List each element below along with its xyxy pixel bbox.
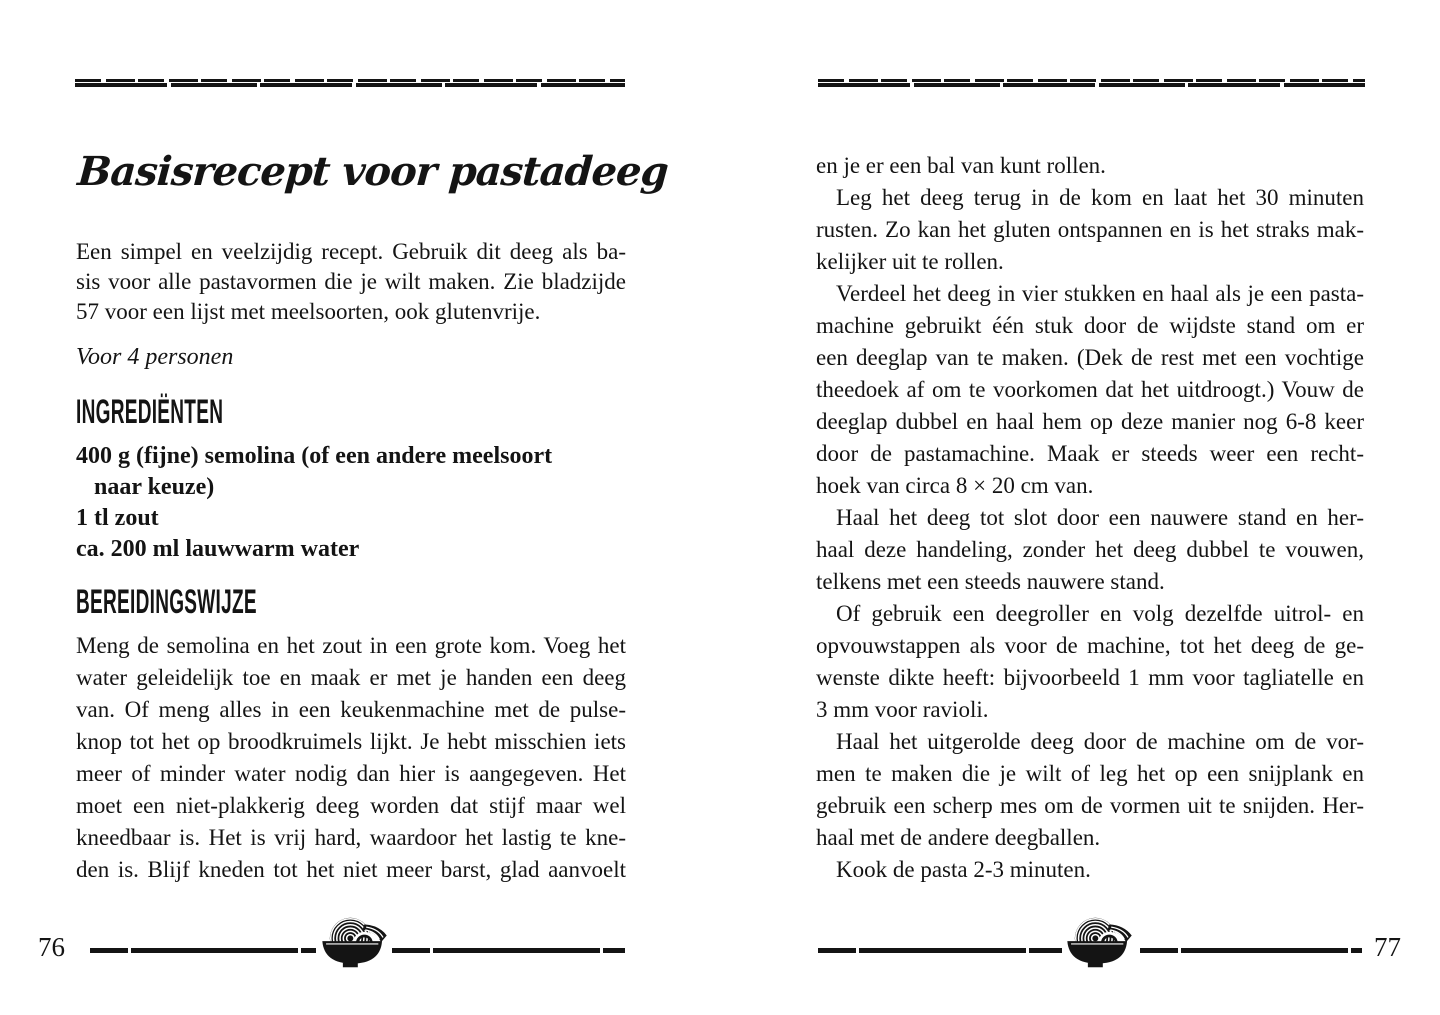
method-heading: BEREIDINGSWIJZE — [76, 583, 257, 621]
paragraph — [816, 502, 1364, 598]
text-line: moet een niet-plakkerig deeg worden dat stijf maar wel — [76, 793, 626, 818]
text-line: Kook de pasta 2-3 minuten. — [836, 857, 1091, 882]
text-line: 57 voor een lijst met meelsoorten, ook glutenvrije. — [76, 299, 541, 324]
page-right — [816, 0, 1364, 1015]
text-line: telkens met een steeds nauwere stand. — [816, 569, 1165, 594]
paragraph — [816, 598, 1364, 726]
pasta-bowl-icon — [317, 915, 393, 971]
text-line: van. Of meng alles in een keukenmachine met de pulse- — [76, 697, 626, 722]
text-line: Haal het deeg tot slot door een nauwere stand en her- — [836, 505, 1364, 530]
text-line: machine gebruikt één stuk door de wijdste stand om er — [816, 313, 1364, 338]
text-line: kelijker uit te rollen. — [816, 249, 1004, 274]
paragraph — [76, 237, 626, 327]
page-number-left: 76 — [38, 932, 65, 962]
text-line: den is. Blijf kneden tot het niet meer barst, glad aanvoelt — [76, 857, 626, 882]
text-line: Leg het deeg terug in de kom en laat het 30 minuten — [836, 185, 1364, 210]
text-line: hoek van circa 8 × 20 cm van. — [816, 473, 1094, 498]
text-line: Verdeel het deeg in vier stukken en haal als je een pasta- — [836, 281, 1364, 306]
ingredient-line: ca. 200 ml lauwwarm water — [76, 536, 360, 562]
text-line: en je er een bal van kunt rollen. — [816, 153, 1106, 178]
text-line: Of gebruik een deegroller en volg dezelfde uitrol- en — [836, 601, 1364, 626]
text-line: gebruik een scherp mes om de vormen uit te snijden. Her- — [816, 793, 1364, 818]
method-text — [76, 630, 626, 886]
text-line: meer of minder water nodig dan hier is aangegeven. Het — [76, 761, 626, 786]
intro-paragraph — [76, 237, 626, 327]
ingredients-list — [76, 441, 626, 565]
text-line: men te maken die je wilt of leg het op een snijplank en — [816, 761, 1364, 786]
text-line: Meng de semolina en het zout in een grote kom. Voeg het — [76, 633, 626, 658]
text-line: opvouwstappen als voor de machine, tot het deeg de ge- — [816, 633, 1364, 658]
text-line: water geleidelijk toe en maak er met je handen een deeg — [76, 665, 626, 690]
text-line: theedoek af om te voorkomen dat het uitdroogt.) Vouw de — [816, 377, 1364, 402]
ingredient-line: 1 tl zout — [76, 505, 159, 531]
paragraph — [816, 278, 1364, 502]
footer-rule-left-b — [392, 948, 625, 953]
pasta-bowl-icon — [1062, 915, 1138, 971]
text-line: 3 mm voor ravioli. — [816, 697, 989, 722]
text-line: wenste dikte heeft: bijvoorbeeld 1 mm voor tagliatelle en — [816, 665, 1364, 690]
paragraph — [816, 150, 1364, 182]
text-line: sis voor alle pastavormen die je wilt maken. Zie bladzijde — [76, 269, 626, 294]
continued-method-text — [816, 150, 1364, 886]
page-left — [76, 0, 670, 1015]
text-line: rusten. Zo kan het gluten ontspannen en is het straks mak- — [816, 217, 1364, 242]
text-line: deeglap dubbel en haal hem op deze manier nog 6-8 keer — [816, 409, 1364, 434]
text-line: door de pastamachine. Maak er steeds weer een recht- — [816, 441, 1364, 466]
text-line: kneedbaar is. Het is vrij hard, waardoor het lastig te kne- — [76, 825, 626, 850]
recipe-title: Basisrecept voor pastadeeg — [76, 148, 670, 195]
paragraph — [816, 854, 1364, 886]
text-line: knop tot het op broodkruimels lijkt. Je hebt misschien iets — [76, 729, 626, 754]
ingredients-heading: INGREDIËNTEN — [76, 393, 224, 431]
paragraph — [816, 726, 1364, 854]
footer-rule-right-a — [818, 948, 1062, 953]
text-line: een deeglap van te maken. (Dek de rest met een vochtige — [816, 345, 1364, 370]
text-line: Haal het uitgerolde deeg door de machine om de vor- — [836, 729, 1364, 754]
text-line: Een simpel en veelzijdig recept. Gebruik dit deeg als ba- — [76, 239, 626, 264]
page-number-right: 77 — [1374, 932, 1401, 962]
serving-note: Voor 4 personen — [76, 344, 234, 370]
ingredient-line: naar keuze) — [94, 474, 215, 500]
paragraph — [76, 630, 626, 886]
footer-rule-right-b — [1140, 948, 1362, 953]
paragraph — [816, 182, 1364, 278]
text-line: haal deze handeling, zonder het deeg dubbel te vouwen, — [816, 537, 1364, 562]
text-line: haal met de andere deegballen. — [816, 825, 1101, 850]
ingredient-line: 400 g (fijne) semolina (of een andere meelsoort — [76, 443, 553, 469]
footer-rule-left-a — [90, 948, 316, 953]
